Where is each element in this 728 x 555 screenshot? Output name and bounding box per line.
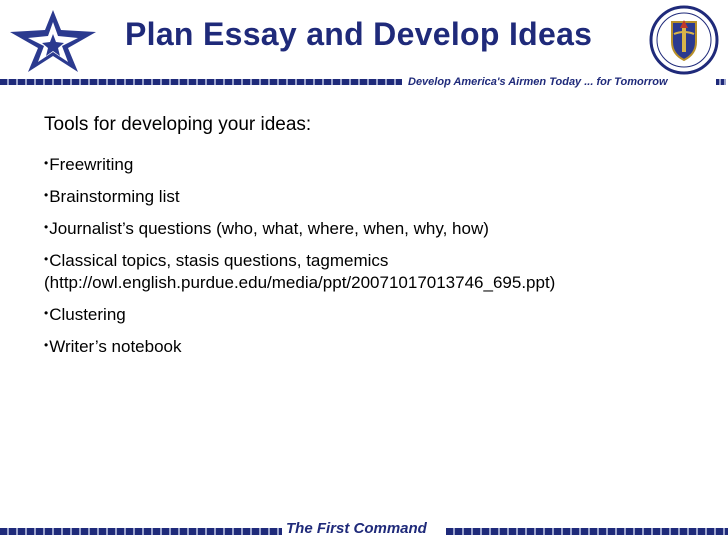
footer-stripe-right xyxy=(446,528,728,535)
subheading: Tools for developing your ideas: xyxy=(44,114,312,135)
list-item-text: Writer’s notebook xyxy=(49,337,182,356)
list-item-text: Journalist’s questions (who, what, where, when, why, how) xyxy=(49,219,489,238)
list-item xyxy=(44,184,555,208)
list-item xyxy=(44,216,555,240)
list-item xyxy=(44,302,555,326)
tagline: Develop America's Airmen Today ... for Tomorrow xyxy=(408,76,668,88)
list-item xyxy=(44,152,555,176)
bullet-list xyxy=(44,152,555,366)
bullet-icon: • xyxy=(44,306,49,320)
list-item-text: Classical topics, stasis questions, tagmemics xyxy=(49,251,389,270)
air-force-symbol-icon xyxy=(8,6,98,76)
footer-text: The First Command xyxy=(286,520,427,537)
bullet-icon: • xyxy=(44,338,49,352)
list-item xyxy=(44,334,555,358)
footer-stripe-left xyxy=(0,528,282,535)
list-item-text: Clustering xyxy=(49,305,126,324)
aetc-shield-icon xyxy=(648,4,720,76)
list-item-url: (http://owl.english.purdue.edu/media/ppt/20071017013746_695.ppt) xyxy=(44,273,556,292)
list-item-text: Freewriting xyxy=(49,155,134,174)
list-item-text: Brainstorming list xyxy=(49,187,180,206)
bullet-icon: • xyxy=(44,220,49,234)
page-title: Plan Essay and Develop Ideas xyxy=(125,16,593,52)
header-stripe-left xyxy=(0,79,402,85)
header-stripe-right xyxy=(716,79,726,85)
bullet-icon: • xyxy=(44,188,49,202)
bullet-icon: • xyxy=(44,156,49,170)
list-item xyxy=(44,248,555,294)
bullet-icon: • xyxy=(44,252,49,266)
